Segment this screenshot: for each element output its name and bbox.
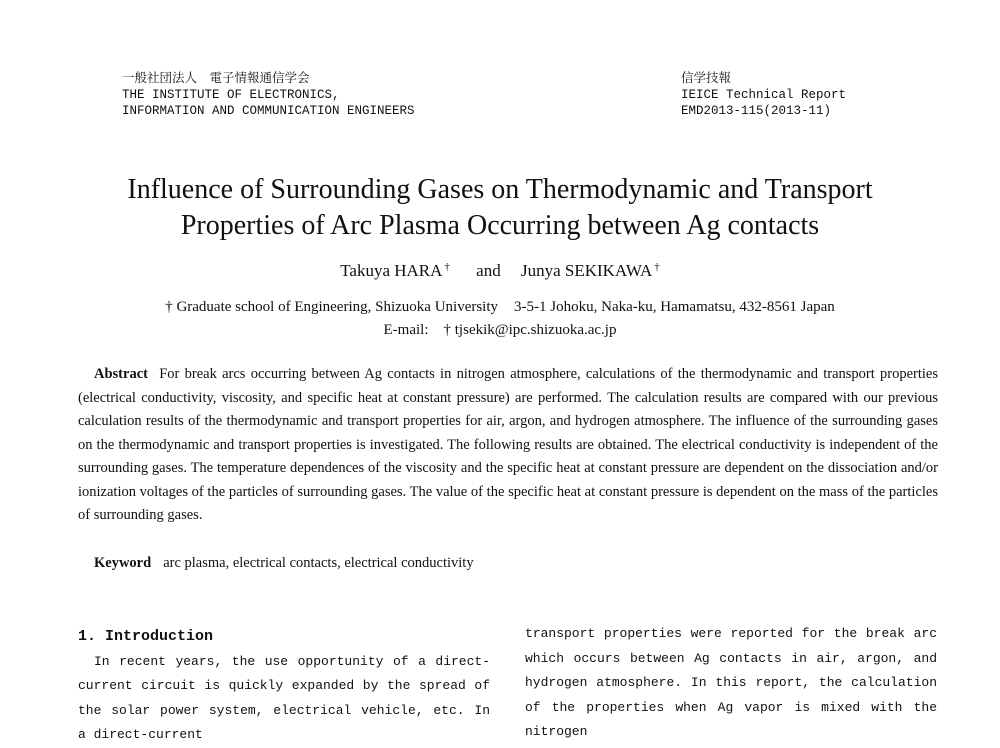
society-name-english-line2: INFORMATION AND COMMUNICATION ENGINEERS bbox=[122, 104, 415, 118]
left-column bbox=[78, 625, 490, 748]
paper-title bbox=[40, 172, 960, 244]
abstract-text: For break arcs occurring between Ag contacts in nitrogen atmosphere, calculations of the thermodynamic and transport properties (electrical conductivity, viscosity, and specific heat at constant pressure) are performed. The calculation results are compared with our previous calculation results of the thermodynamic and transport properties for air, argon, and hydrogen atmosphere. The influence of the surrounding gases on the thermodynamic and transport properties is investigated. The following results are obtained. The electrical conductivity is independent of the surrounding gases. The temperature dependences of the viscosity and the specific heat at constant pressure are dependent on the dissociation and/or ionization voltages of the particles of surrounding gases. The value of the specific heat at constant pressure is dependent on the mass of the particles of surrounding gases. bbox=[78, 366, 938, 523]
paper-title-line2: Properties of Arc Plasma Occurring between Ag contacts bbox=[180, 210, 820, 241]
keyword-text: arc plasma, electrical contacts, electrical conductivity bbox=[163, 555, 474, 571]
email-address: † tjsekik@ipc.shizuoka.ac.jp bbox=[443, 322, 617, 338]
abstract-label: Abstract bbox=[94, 366, 148, 382]
email-label: E-mail: bbox=[383, 322, 429, 338]
affiliation-org: † Graduate school of Engineering, Shizuoka University bbox=[165, 299, 499, 315]
report-number: EMD2013-115(2013-11) bbox=[681, 104, 832, 118]
affiliation bbox=[0, 296, 1000, 342]
author-line bbox=[0, 256, 1000, 282]
author-1: Takuya HARA bbox=[340, 261, 443, 280]
introduction-paragraph: In recent years, the use opportunity of a direct-current circuit is quickly expanded by the spread of the solar power system, electrical vehicle, etc. In a direct-current bbox=[78, 653, 490, 743]
society-name-english-line1: THE INSTITUTE OF ELECTRONICS, bbox=[122, 88, 340, 102]
keyword-label: Keyword bbox=[94, 555, 152, 571]
right-column-paragraph: transport properties were reported for the break arc which occurs between Ag contacts in air, argon, and hydrogen atmosphere. In this report, the calculation of the properties when Ag vapor is mixed with the nitrogen bbox=[525, 626, 937, 740]
society-name-japanese: 一般社団法人 電子情報通信学会 bbox=[122, 72, 310, 86]
abstract bbox=[78, 363, 938, 528]
paper-title-line1: Influence of Surrounding Gases on Thermodynamic and Transport bbox=[127, 174, 873, 205]
society-header bbox=[122, 71, 415, 119]
right-column bbox=[525, 622, 937, 745]
author-1-mark: † bbox=[444, 261, 450, 273]
report-header bbox=[681, 71, 846, 119]
keywords bbox=[94, 553, 474, 573]
report-name-english: IEICE Technical Report bbox=[681, 88, 847, 102]
author-2-mark: † bbox=[654, 261, 660, 273]
author-conjunction: and bbox=[476, 261, 501, 280]
affiliation-address: 3-5-1 Johoku, Naka-ku, Hamamatsu, 432-8561 Japan bbox=[514, 299, 835, 315]
author-2: Junya SEKIKAWA bbox=[520, 261, 653, 280]
report-name-japanese: 信学技報 bbox=[681, 72, 732, 86]
section-heading-introduction: 1. Introduction bbox=[78, 628, 214, 645]
